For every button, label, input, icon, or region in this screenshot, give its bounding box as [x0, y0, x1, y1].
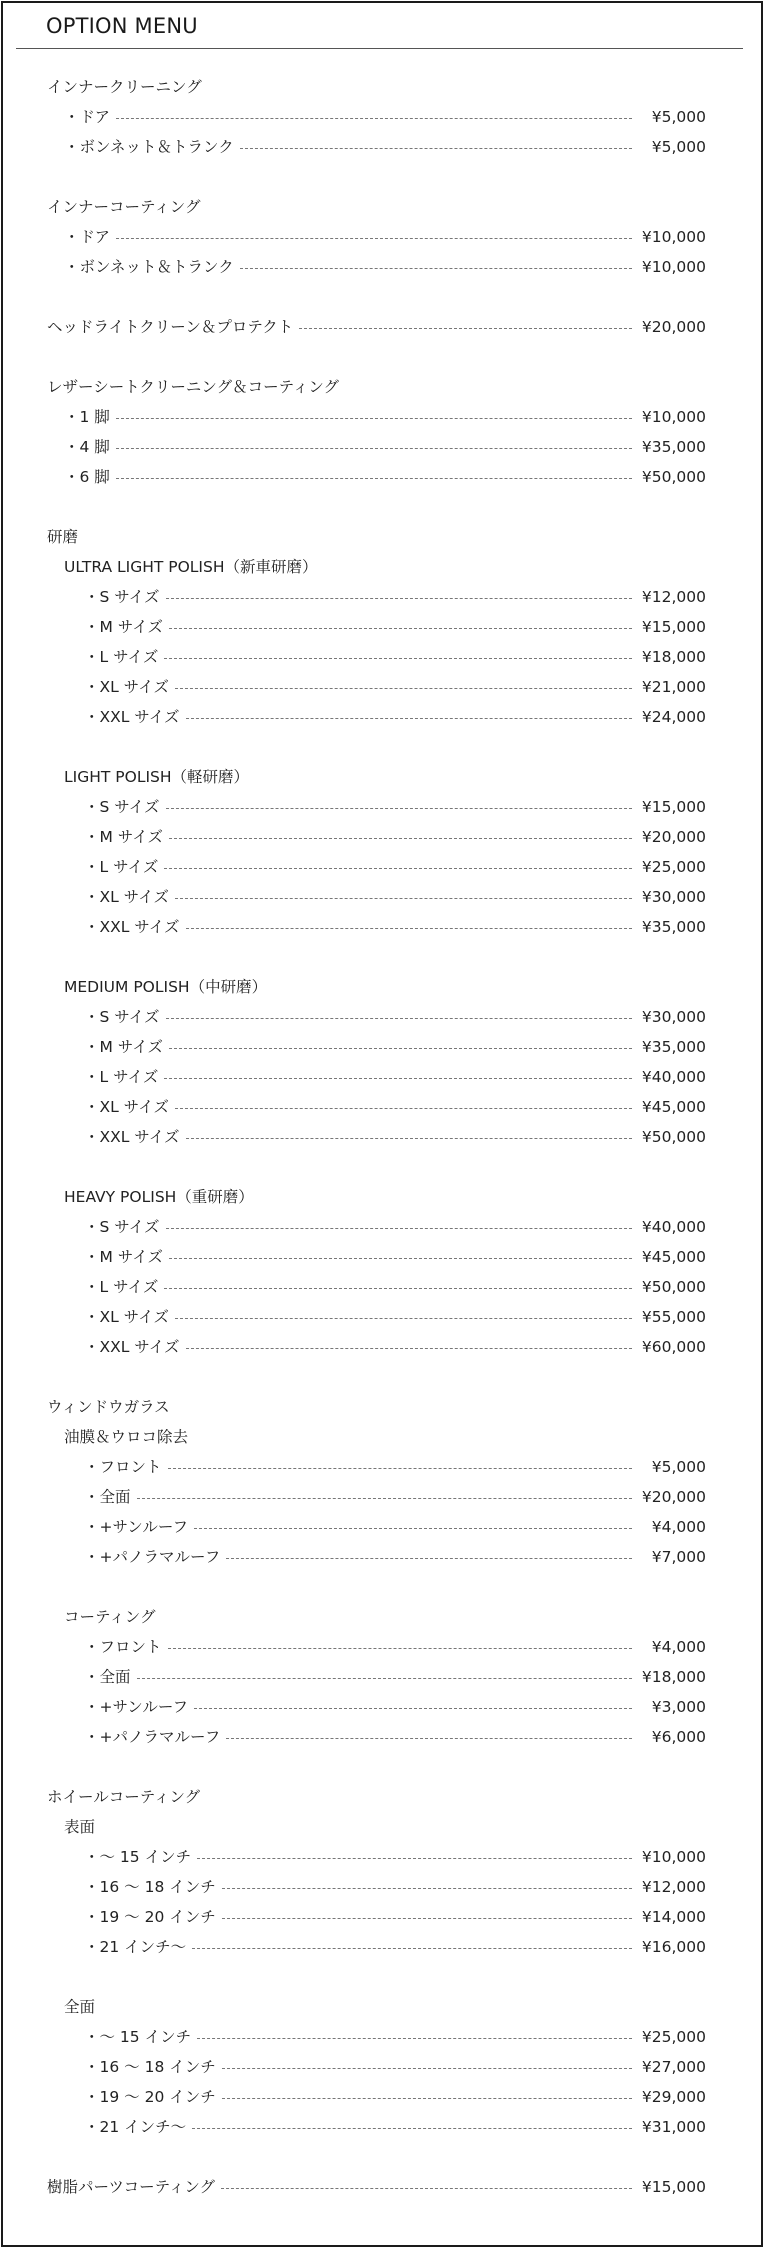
item-group	[0, 1992, 768, 2142]
item-label: ・M サイズ	[84, 1248, 164, 1266]
item-group	[0, 1812, 768, 1962]
price: ¥40,000	[641, 1068, 706, 1086]
menu-item	[0, 432, 768, 462]
dotted-leader	[164, 1288, 632, 1289]
section-wheel-coating	[0, 1782, 768, 2142]
menu-item	[0, 612, 768, 642]
price: ¥50,000	[641, 468, 706, 486]
price: ¥12,000	[641, 588, 706, 606]
menu-item	[0, 672, 768, 702]
dotted-leader	[197, 2038, 632, 2039]
dotted-leader	[164, 658, 632, 659]
price: ¥6,000	[651, 1728, 706, 1746]
menu-item	[0, 222, 768, 252]
menu-item	[0, 402, 768, 432]
price: ¥5,000	[651, 138, 706, 156]
menu-item	[0, 1272, 768, 1302]
menu-item	[0, 852, 768, 882]
dotted-leader	[166, 1228, 632, 1229]
price: ¥5,000	[651, 1458, 706, 1476]
menu-item	[0, 1062, 768, 1092]
item-label: ・XL サイズ	[84, 888, 169, 906]
subsection-title: MEDIUM POLISH（中研磨）	[64, 978, 268, 996]
dotted-leader	[197, 1858, 632, 1859]
menu-item	[0, 1482, 768, 1512]
price: ¥10,000	[641, 228, 706, 246]
menu-item	[0, 1722, 768, 1752]
menu-item	[0, 1332, 768, 1362]
dotted-leader	[222, 2068, 632, 2069]
item-label: ・19 ～ 20 インチ	[84, 1908, 216, 1926]
dotted-leader	[116, 418, 632, 419]
menu-item	[0, 1092, 768, 1122]
section-leather-seat	[0, 372, 768, 492]
menu-item	[0, 1212, 768, 1242]
dotted-leader	[226, 1738, 632, 1739]
item-label: ・ボンネット＆トランク	[64, 138, 234, 156]
menu-item	[0, 2052, 768, 2082]
price: ¥15,000	[641, 618, 706, 636]
section-window-glass	[0, 1392, 768, 1752]
title-divider	[16, 48, 743, 49]
item-label: ・ドア	[64, 108, 111, 126]
item-label: ・S サイズ	[84, 1008, 160, 1026]
menu-item	[0, 912, 768, 942]
subsection-title: コーティング	[64, 1608, 156, 1626]
menu-item	[0, 1452, 768, 1482]
menu-row	[0, 2172, 768, 2202]
dotted-leader	[186, 718, 632, 719]
menu-item	[0, 882, 768, 912]
section-title: インナークリーニング	[47, 78, 202, 96]
item-label: ・21 インチ～	[84, 1938, 187, 1956]
menu-item	[0, 1002, 768, 1032]
menu-row	[0, 312, 768, 342]
dotted-leader	[194, 1528, 632, 1529]
item-label: ・16 ～ 18 インチ	[84, 1878, 216, 1896]
price: ¥31,000	[641, 2118, 706, 2136]
dotted-leader	[168, 1468, 632, 1469]
menu-item	[0, 1632, 768, 1662]
item-label: ・L サイズ	[84, 648, 159, 666]
item-label: ・XXL サイズ	[84, 918, 180, 936]
dotted-leader	[164, 1078, 632, 1079]
price: ¥5,000	[651, 108, 706, 126]
item-group	[0, 552, 768, 732]
item-label: ・M サイズ	[84, 828, 164, 846]
subsection-title: 油膜＆ウロコ除去	[64, 1428, 189, 1446]
menu-item	[0, 642, 768, 672]
menu-item	[0, 582, 768, 612]
dotted-leader	[186, 928, 632, 929]
item-group	[0, 402, 768, 492]
item-label: ・全面	[84, 1668, 131, 1686]
menu-item	[0, 132, 768, 162]
item-label: ・M サイズ	[84, 1038, 164, 1056]
price: ¥10,000	[641, 258, 706, 276]
item-label: ・XL サイズ	[84, 678, 169, 696]
item-label: ・S サイズ	[84, 588, 160, 606]
dotted-leader	[166, 598, 632, 599]
section-title: レザーシートクリーニング＆コーティング	[47, 378, 340, 396]
subsection-title: 表面	[64, 1818, 96, 1836]
dotted-leader	[175, 1108, 632, 1109]
price: ¥18,000	[641, 1668, 706, 1686]
section-headlight	[0, 312, 768, 342]
price: ¥50,000	[641, 1128, 706, 1146]
section-inner-cleaning	[0, 72, 768, 162]
menu-item	[0, 1542, 768, 1572]
price: ¥60,000	[641, 1338, 706, 1356]
dotted-leader	[226, 1558, 632, 1559]
item-label: ・+サンルーフ	[84, 1518, 189, 1536]
menu-item	[0, 252, 768, 282]
menu-item	[0, 102, 768, 132]
menu-item	[0, 1122, 768, 1152]
dotted-leader	[116, 478, 632, 479]
dotted-leader	[240, 148, 632, 149]
dotted-leader	[116, 118, 632, 119]
dotted-leader	[137, 1498, 632, 1499]
menu-item	[0, 462, 768, 492]
item-label: ・ボンネット＆トランク	[64, 258, 234, 276]
menu-item	[0, 1032, 768, 1062]
item-label: ・S サイズ	[84, 1218, 160, 1236]
dotted-leader	[116, 238, 632, 239]
price: ¥27,000	[641, 2058, 706, 2076]
dotted-leader	[175, 688, 632, 689]
menu-item	[0, 2022, 768, 2052]
price: ¥20,000	[641, 828, 706, 846]
dotted-leader	[192, 2128, 632, 2129]
dotted-leader	[169, 1048, 632, 1049]
section-inner-coating	[0, 192, 768, 282]
menu-item	[0, 822, 768, 852]
item-label: ・21 インチ～	[84, 2118, 187, 2136]
price: ¥15,000	[641, 798, 706, 816]
item-label: ・XL サイズ	[84, 1308, 169, 1326]
price: ¥40,000	[641, 1218, 706, 1236]
item-group	[0, 1182, 768, 1362]
item-label: ・4 脚	[64, 438, 110, 456]
dotted-leader	[194, 1708, 632, 1709]
menu-item	[0, 1902, 768, 1932]
price: ¥14,000	[641, 1908, 706, 1926]
price: ¥29,000	[641, 2088, 706, 2106]
menu-item	[0, 1932, 768, 1962]
item-group	[0, 102, 768, 162]
price: ¥15,000	[641, 2178, 706, 2196]
dotted-leader	[186, 1348, 632, 1349]
menu-item	[0, 1512, 768, 1542]
dotted-leader	[192, 1948, 632, 1949]
section-title: ヘッドライトクリーン＆プロテクト	[47, 318, 294, 336]
menu-item	[0, 1872, 768, 1902]
price: ¥45,000	[641, 1248, 706, 1266]
dotted-leader	[222, 2098, 632, 2099]
section-title: 研磨	[47, 528, 79, 546]
dotted-leader	[169, 1258, 632, 1259]
section-title: インナーコーティング	[47, 198, 201, 216]
section-title: ホイールコーティング	[47, 1788, 201, 1806]
dotted-leader	[169, 628, 632, 629]
item-label: ・XXL サイズ	[84, 1338, 180, 1356]
item-label: ・ドア	[64, 228, 111, 246]
price: ¥20,000	[641, 318, 706, 336]
item-label: ・19 ～ 20 インチ	[84, 2088, 216, 2106]
item-label: ・L サイズ	[84, 1068, 159, 1086]
dotted-leader	[166, 1018, 632, 1019]
price: ¥3,000	[651, 1698, 706, 1716]
section-title: 樹脂パーツコーティング	[47, 2178, 216, 2196]
section-polish	[0, 522, 768, 1362]
dotted-leader	[168, 1648, 632, 1649]
price: ¥35,000	[641, 918, 706, 936]
dotted-leader	[137, 1678, 632, 1679]
price: ¥55,000	[641, 1308, 706, 1326]
price: ¥18,000	[641, 648, 706, 666]
price: ¥12,000	[641, 1878, 706, 1896]
menu-item	[0, 2082, 768, 2112]
price: ¥4,000	[651, 1638, 706, 1656]
subsection-title: 全面	[64, 1998, 96, 2016]
item-label: ・S サイズ	[84, 798, 160, 816]
dotted-leader	[164, 868, 632, 869]
item-label: ・+サンルーフ	[84, 1698, 189, 1716]
item-label: ・M サイズ	[84, 618, 164, 636]
dotted-leader	[221, 2188, 632, 2189]
price: ¥10,000	[641, 408, 706, 426]
price: ¥35,000	[641, 438, 706, 456]
price: ¥4,000	[651, 1518, 706, 1536]
item-label: ・6 脚	[64, 468, 110, 486]
price: ¥24,000	[641, 708, 706, 726]
item-label: ・～ 15 インチ	[84, 1848, 192, 1866]
dotted-leader	[299, 328, 632, 329]
item-group	[0, 1422, 768, 1572]
price: ¥21,000	[641, 678, 706, 696]
price: ¥25,000	[641, 2028, 706, 2046]
menu-item	[0, 702, 768, 732]
item-label: ・全面	[84, 1488, 131, 1506]
dotted-leader	[166, 808, 632, 809]
menu-item	[0, 1242, 768, 1272]
item-label: ・フロント	[84, 1458, 162, 1476]
item-label: ・+パノラマルーフ	[84, 1728, 221, 1746]
price: ¥16,000	[641, 1938, 706, 1956]
dotted-leader	[222, 1918, 632, 1919]
dotted-leader	[116, 448, 632, 449]
item-label: ・16 ～ 18 インチ	[84, 2058, 216, 2076]
price: ¥20,000	[641, 1488, 706, 1506]
subsection-title: ULTRA LIGHT POLISH（新車研磨）	[64, 558, 318, 576]
section-title: ウィンドウガラス	[47, 1398, 170, 1416]
item-group	[0, 972, 768, 1152]
option-menu-list	[0, 72, 768, 2232]
item-label: ・～ 15 インチ	[84, 2028, 192, 2046]
dotted-leader	[240, 268, 632, 269]
item-label: ・XXL サイズ	[84, 708, 180, 726]
price: ¥30,000	[641, 1008, 706, 1026]
menu-item	[0, 1692, 768, 1722]
menu-item	[0, 2112, 768, 2142]
item-label: ・L サイズ	[84, 858, 159, 876]
item-group	[0, 762, 768, 942]
subsection-title: HEAVY POLISH（重研磨）	[64, 1188, 254, 1206]
dotted-leader	[175, 1318, 632, 1319]
menu-item	[0, 1302, 768, 1332]
section-resin-parts	[0, 2172, 768, 2202]
page-title: OPTION MENU	[46, 14, 198, 38]
menu-item	[0, 1662, 768, 1692]
price: ¥35,000	[641, 1038, 706, 1056]
item-label: ・XL サイズ	[84, 1098, 169, 1116]
price: ¥30,000	[641, 888, 706, 906]
item-label: ・XXL サイズ	[84, 1128, 180, 1146]
subsection-title: LIGHT POLISH（軽研磨）	[64, 768, 250, 786]
price: ¥45,000	[641, 1098, 706, 1116]
price: ¥50,000	[641, 1278, 706, 1296]
item-label: ・1 脚	[64, 408, 110, 426]
price: ¥25,000	[641, 858, 706, 876]
dotted-leader	[169, 838, 632, 839]
price: ¥10,000	[641, 1848, 706, 1866]
item-group	[0, 1602, 768, 1752]
price: ¥7,000	[651, 1548, 706, 1566]
menu-item	[0, 1842, 768, 1872]
dotted-leader	[186, 1138, 632, 1139]
menu-item	[0, 792, 768, 822]
item-label: ・フロント	[84, 1638, 162, 1656]
item-label: ・L サイズ	[84, 1278, 159, 1296]
item-label: ・+パノラマルーフ	[84, 1548, 221, 1566]
dotted-leader	[175, 898, 632, 899]
item-group	[0, 222, 768, 282]
dotted-leader	[222, 1888, 632, 1889]
